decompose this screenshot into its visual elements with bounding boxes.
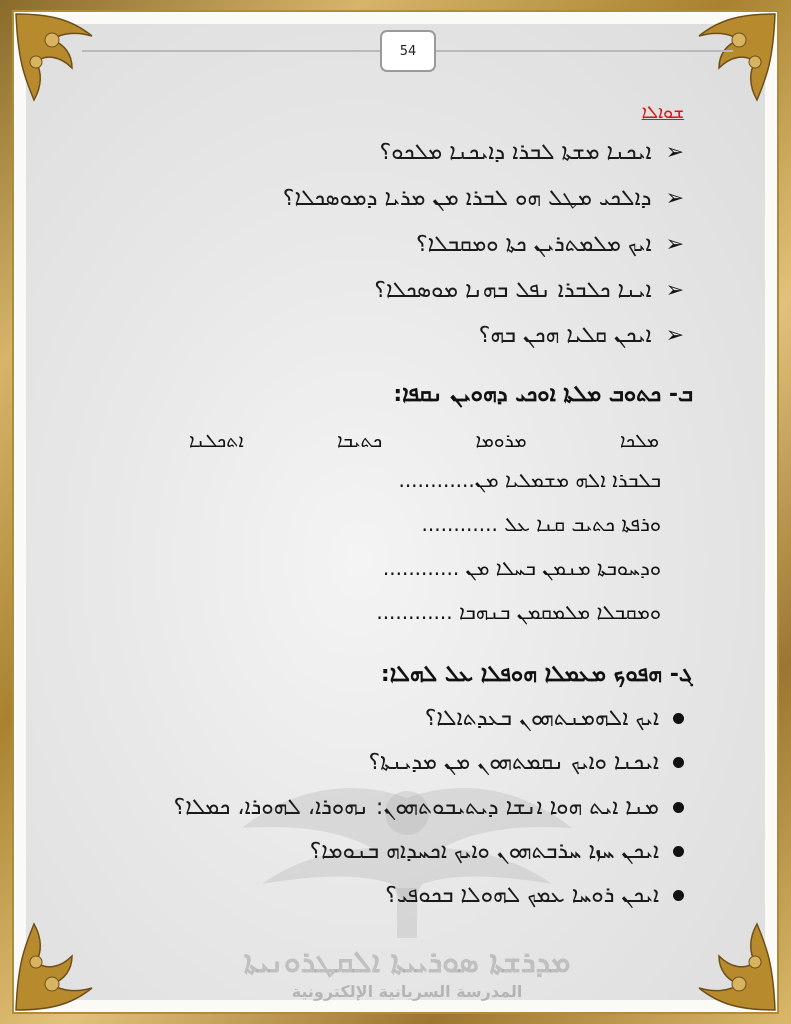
question-text: ܐܝܟ ܐܠܗܡܢܬܗܘܢ ܒܥܕܬܐܠܐ؟ [424,706,659,731]
section-b-heading: ܒ- ܟܬܘܒ ܡܠܬܐ ܐܘܟܝ ܕܗܘܝܢ ܢܩܦܐ: [393,382,693,407]
question-row [174,795,684,820]
fill-sentence: ܘܡܩܒܠܐ ܡܠܡܩܡܢ ܒܢܗܒܐ ............ [376,600,661,624]
page-frame [12,10,779,1014]
ornament-corner-bottom-right [669,904,779,1014]
question-text: ܡܢܐ ܐܝܬ ܗܘܐ ܐܢܫܐ ܕܝܬܝܒܘܬܗܘܢ: ܢܗܘܪܐ، ܠܗܘܪܐ، ܟܡܠܐ؟ [173,795,659,820]
question-row [479,323,684,348]
word-bank-item: ܡܪܘܡܐ [475,430,527,452]
question-row [385,883,684,908]
word-bank-item: ܐܬܟܠܢܐ [189,430,244,452]
arrow-bullet-icon: ➢ [665,139,684,165]
page-number: 54 [380,30,436,72]
question-row [283,186,684,211]
section-title: ܫܘܐܠܐ [641,102,684,123]
question-text: ܐܝܟܢ ܪܘܚܐ ܥܡܟ ܠܗܘܠܐ ܒܟܘܦܝ؟ [385,883,659,908]
question-text: ܐܝܟܢܐ ܘܐܝܟ ܢܩܡܬܗܘܢ ܡܢ ܡܕܝܢܬܐ؟ [368,750,659,775]
question-row [310,839,684,864]
arrow-bullet-icon: ➢ [665,322,684,348]
question-row [374,278,684,303]
fill-sentence: ܘܕܚܘܒܬܐ ܡܢܡܢ ܒܚܠܐ ܡܢ ............ [382,556,661,580]
word-bank-item: ܡܠܟܐ [619,430,659,452]
word-bank-item: ܟܬܝܒܐ [336,430,383,452]
question-text: ܐܝܟ ܡܠܡܬܪܝܢ ܟܬܐ ܘܡܩܒܠܐ؟ [415,232,652,257]
question-text: ܐܝܟܢܐ ܡܫܬܐ ܠܒܪܐ ܕܐܝܟܢܐ ܡܠܟܘ؟ [379,140,652,165]
bullet-dot-icon [673,802,684,813]
question-row [425,706,684,731]
ornament-corner-bottom-left [12,904,122,1014]
watermark-title: ܡܕܪܫܬܐ ܣܘܪܝܝܬܐ ܐܠܩܛܪܘܢܝܬܐ [243,945,571,980]
arrow-bullet-icon: ➢ [665,277,684,303]
word-bank [189,430,659,452]
watermark-arabic: المدرسة السريانية الإلكترونية [291,982,523,1001]
question-text: ܐܝܟܢ ܩܠܝܐ ܗܟܢ ܒܗ؟ [478,323,652,348]
bullet-dot-icon [673,846,684,857]
question-row [380,140,684,165]
question-text: ܕܐܠܟܝ ܡܛܠ ܗܘ ܠܒܪܐ ܡܢ ܡܪܝܐ ܕܡܘܣܟܠܐ؟ [282,186,652,211]
question-row [368,750,684,775]
ornament-corner-top-right [669,10,779,120]
bullet-dot-icon [673,757,684,768]
fill-sentence: ܒܠܒܪܐ ܐܠܗ ܡܫܡܠܝܐ ܡܢ............ [398,468,661,492]
question-text: ܐܝܢܐ ܟܠܒܪܐ ܢܦܠ ܒܗܢܐ ܡܘܣܟܠܐ؟ [374,278,652,303]
section-c-heading: ܓ- ܗܦܘܟ ܡܥܡܠܐ ܗܘܦܠܐ ܥܠ ܠܗܠܐ: [380,662,693,687]
bullet-dot-icon [673,713,684,724]
ornament-corner-top-left [12,10,122,120]
arrow-bullet-icon: ➢ [665,185,684,211]
question-text: ܐܝܟܢ ܚܙܐ ܚܪܒܬܗܘܢ ܘܐܝܟ ܐܟܚܕܐܗ ܒܢܘܡܐ؟ [309,839,659,864]
fill-sentence: ܘܪܦܬܐ ܟܬܝܒ ܩܢܐ ܥܠ ............ [421,512,661,536]
bullet-dot-icon [673,890,684,901]
arrow-bullet-icon: ➢ [665,231,684,257]
question-row [416,232,684,257]
